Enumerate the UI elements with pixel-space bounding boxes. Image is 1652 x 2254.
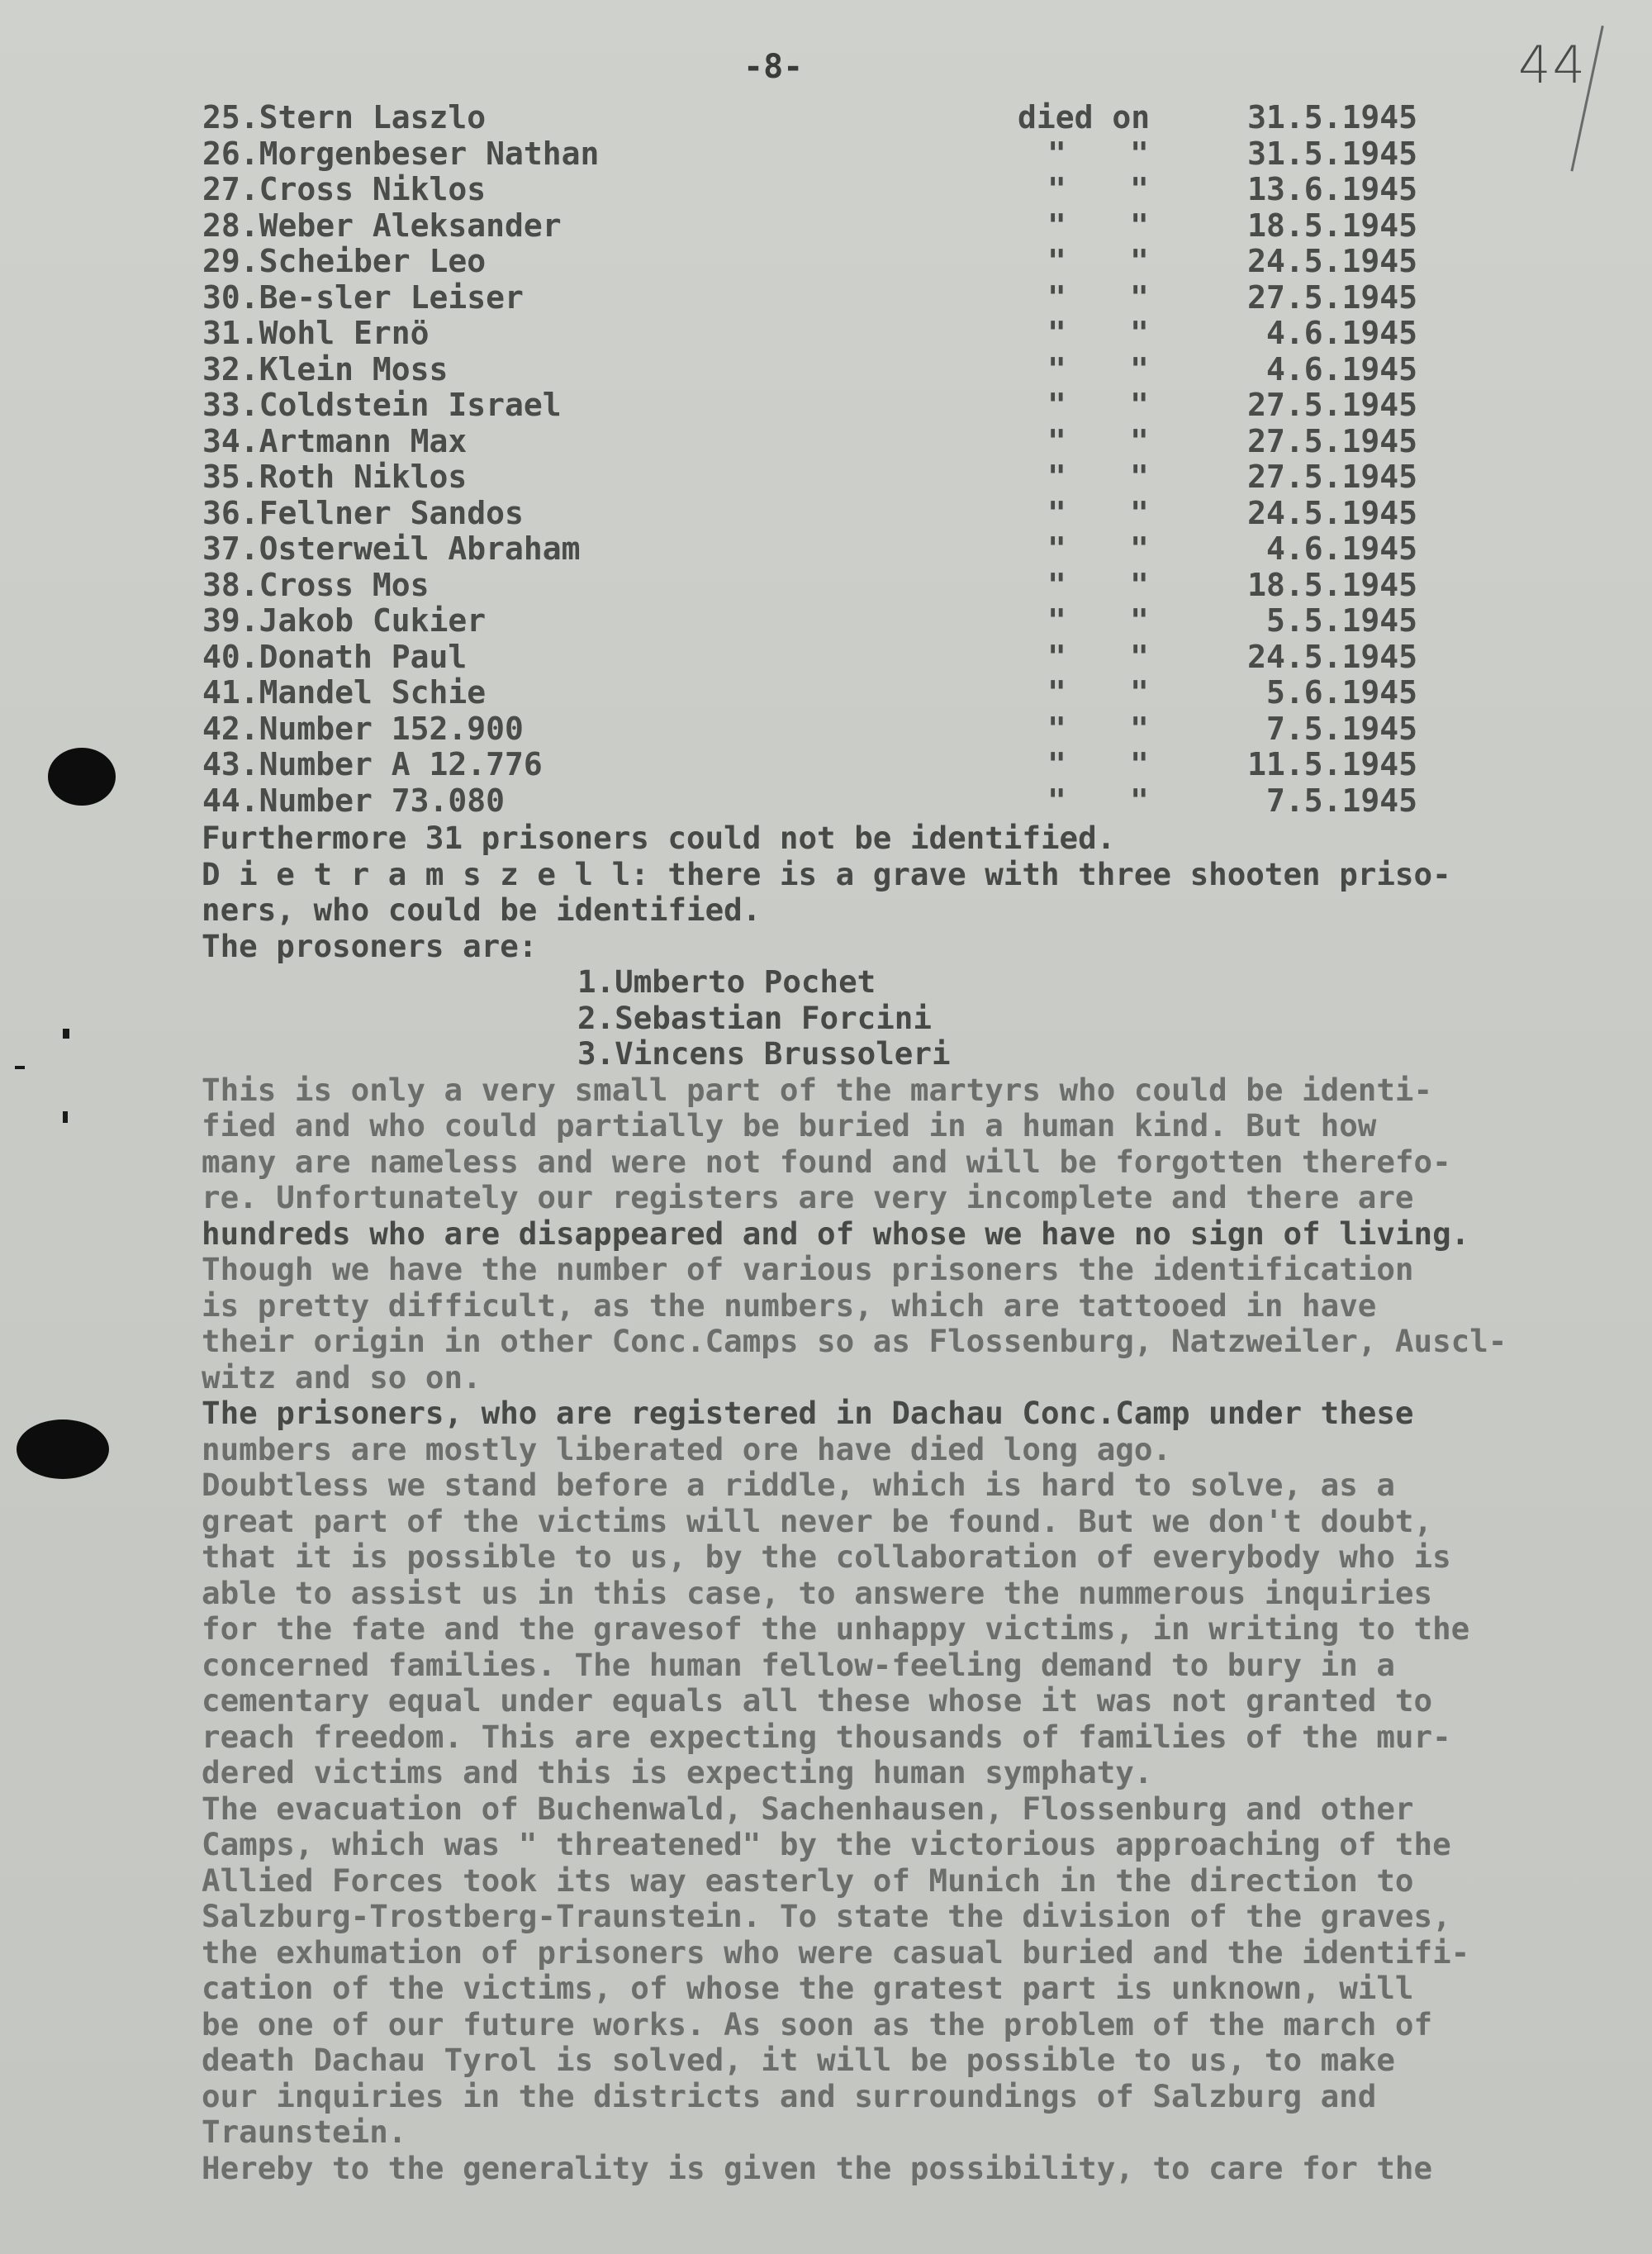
death-row	[0, 602, 1652, 639]
prisoner-name: 39.Jakob Cukier	[202, 602, 487, 639]
death-row	[0, 495, 1652, 531]
death-date: 4.6.1945	[1265, 315, 1417, 351]
ditto-mark: "	[1047, 171, 1066, 207]
death-row	[0, 423, 1652, 459]
paragraph-line: the exhumation of prisoners who were casual buried and the identifi-	[202, 1933, 1470, 1971]
paragraph-line: The evacuation of Buchenwald, Sachenhausen, Flossenburg and other	[202, 1790, 1414, 1827]
ditto-mark: "	[1130, 243, 1149, 279]
death-date: 24.5.1945	[1247, 638, 1417, 675]
paragraph-line: for the fate and the gravesof the unhappy victims, in writing to the	[202, 1610, 1470, 1647]
ditto-mark: "	[1130, 746, 1149, 782]
speck-mark	[15, 1066, 25, 1069]
ditto-mark: "	[1130, 710, 1149, 747]
named-prisoner: 2.Sebastian Forcini	[577, 999, 932, 1036]
paragraph-line: fied and who could partially be buried in a human kind. But how	[202, 1107, 1377, 1144]
ditto-mark: "	[1047, 459, 1066, 495]
death-date: 31.5.1945	[1247, 135, 1417, 172]
ditto-mark: "	[1130, 566, 1149, 603]
paragraph-line: Hereby to the generality is given the possibility, to care for the	[202, 2149, 1433, 2186]
paragraph-line: death Dachau Tyrol is solved, it will be possible to us, to make	[202, 2042, 1395, 2078]
prisoner-name: 33.Coldstein Israel	[202, 387, 562, 423]
paragraph-line: reach freedom. This are expecting thousands of families of the mur-	[202, 1718, 1451, 1755]
paragraph-line: Doubtless we stand before a riddle, which is hard to solve, as a	[202, 1467, 1395, 1503]
paragraph-line: re. Unfortunately our registers are very incomplete and there are	[202, 1179, 1414, 1215]
ditto-mark: "	[1130, 459, 1149, 495]
speck-mark	[63, 1111, 68, 1123]
death-row	[0, 639, 1652, 675]
paragraph-line: able to assist us in this case, to answere the nummerous inquiries	[202, 1574, 1433, 1611]
death-date: 27.5.1945	[1247, 278, 1417, 316]
ditto-mark: "	[1130, 638, 1149, 675]
death-row	[0, 351, 1652, 388]
ditto-mark: "	[1047, 530, 1066, 567]
text-line: The prosoners are:	[202, 927, 538, 964]
ditto-mark: "	[1047, 315, 1066, 351]
ditto-mark: "	[1047, 422, 1066, 459]
ditto-mark: "	[1047, 243, 1066, 279]
death-row	[0, 243, 1652, 279]
ditto-mark: "	[1130, 422, 1149, 459]
paragraph-line: be one of our future works. As soon as the problem of the march of	[202, 2005, 1433, 2042]
death-date: 5.5.1945	[1265, 602, 1417, 639]
paragraph-line: hundreds who are disappeared and of whose we have no sign of living.	[202, 1215, 1470, 1252]
death-date: 5.6.1945	[1265, 674, 1417, 711]
prisoner-name: 37.Osterweil Abraham	[202, 530, 581, 567]
ditto-mark: "	[1130, 602, 1149, 639]
speck-mark	[63, 1029, 69, 1039]
ditto-mark: "	[1047, 387, 1066, 423]
death-date: 24.5.1945	[1247, 494, 1417, 531]
named-prisoner: 3.Vincens Brussoleri	[577, 1035, 951, 1072]
punch-hole-bottom	[17, 1419, 109, 1479]
death-row	[0, 567, 1652, 603]
named-prisoner: 1.Umberto Pochet	[577, 963, 876, 1000]
body-text	[202, 820, 1639, 2186]
ditto-mark: "	[1130, 171, 1149, 207]
paragraph-line: great part of the victims will never be found. But we don't doubt,	[202, 1502, 1433, 1539]
death-date: 13.6.1945	[1247, 171, 1417, 207]
paragraph-line: dered victims and this is expecting human symphaty.	[202, 1754, 1153, 1790]
death-row	[0, 674, 1652, 711]
ditto-mark: "	[1130, 494, 1149, 531]
ditto-mark: "	[1047, 494, 1066, 531]
paragraph-line: our inquiries in the districts and surroundings of Salzburg and	[202, 2077, 1377, 2114]
prisoner-name: 34.Artmann Max	[202, 422, 468, 459]
prisoner-name: 31.Wohl Ernö	[202, 315, 430, 351]
ditto-mark: "	[1047, 207, 1066, 244]
prisoner-name: 35.Roth Niklos	[202, 459, 468, 495]
prisoner-name: 36.Fellner Sandos	[202, 494, 524, 531]
ditto-mark: "	[1047, 782, 1066, 819]
paragraph-line: Though we have the number of various prisoners the identification	[202, 1251, 1414, 1287]
ditto-mark: "	[1130, 674, 1149, 711]
ditto-mark: "	[1130, 135, 1149, 172]
prisoner-name: 32.Klein Moss	[202, 350, 449, 388]
prisoner-name: 44.Number 73.080	[202, 782, 506, 819]
ditto-mark: "	[1047, 638, 1066, 675]
page-number: -8-	[743, 48, 804, 86]
prisoner-name: 26.Morgenbeser Nathan	[202, 135, 600, 172]
death-date: 31.5.1945	[1247, 99, 1417, 136]
prisoner-name: 29.Scheiber Leo	[202, 243, 487, 279]
ditto-mark: "	[1047, 602, 1066, 639]
paragraph-line: This is only a very small part of the martyrs who could be identi-	[202, 1071, 1433, 1108]
death-row	[0, 711, 1652, 747]
ditto-mark: "	[1130, 207, 1149, 244]
ditto-mark: "	[1130, 315, 1149, 351]
death-date: 27.5.1945	[1247, 422, 1417, 459]
ditto-mark: "	[1130, 350, 1149, 388]
paragraph-line: concerned families. The human fellow-feeling demand to bury in a	[202, 1646, 1395, 1683]
death-date: 27.5.1945	[1247, 387, 1417, 423]
prisoner-name: 28.Weber Aleksander	[202, 207, 562, 244]
paragraph-line: cementary equal under equals all these whose it was not granted to	[202, 1682, 1433, 1719]
ditto-mark: "	[1130, 530, 1149, 567]
prisoner-name: 30.Be-sler Leiser	[202, 278, 524, 316]
death-date: 11.5.1945	[1247, 746, 1417, 782]
died-on-label: died on	[1018, 99, 1151, 136]
death-date: 18.5.1945	[1247, 207, 1417, 244]
ditto-mark: "	[1047, 135, 1066, 172]
death-row	[0, 279, 1652, 316]
paragraph-line: Traunstein.	[202, 2114, 407, 2150]
death-row	[0, 315, 1652, 351]
ditto-mark: "	[1130, 278, 1149, 316]
paragraph-line: witz and so on.	[202, 1358, 482, 1396]
paragraph-line: their origin in other Conc.Camps so as Flossenburg, Natzweiler, Auscl-	[202, 1323, 1507, 1359]
prisoner-name: 38.Cross Mos	[202, 566, 430, 603]
prisoner-name: 40.Donath Paul	[202, 638, 468, 675]
folio-number: 44	[1518, 35, 1587, 95]
death-row	[0, 530, 1652, 567]
ditto-mark: "	[1130, 782, 1149, 819]
paragraph-line: is pretty difficult, as the numbers, which are tattooed in have	[202, 1286, 1377, 1324]
paragraph-line: that it is possible to us, by the collaboration of everybody who is	[202, 1538, 1451, 1575]
death-date: 4.6.1945	[1265, 350, 1417, 388]
death-row	[0, 746, 1652, 782]
paragraph-line: The prisoners, who are registered in Dachau Conc.Camp under these	[202, 1395, 1414, 1431]
death-row	[0, 782, 1652, 819]
prisoner-name: 42.Number 152.900	[202, 710, 524, 747]
death-date: 18.5.1945	[1247, 566, 1417, 603]
death-date: 4.6.1945	[1265, 530, 1417, 567]
paragraph-line: Allied Forces took its way easterly of Munich in the direction to	[202, 1862, 1414, 1899]
ditto-mark: "	[1130, 387, 1149, 423]
death-date: 27.5.1945	[1247, 459, 1417, 495]
paragraph-line: numbers are mostly liberated ore have died long ago.	[202, 1430, 1171, 1467]
death-row	[0, 99, 1652, 136]
ditto-mark: "	[1047, 710, 1066, 747]
ditto-mark: "	[1047, 566, 1066, 603]
text-line: ners, who could be identified.	[202, 892, 762, 928]
death-row	[0, 136, 1652, 172]
prisoner-name: 25.Stern Laszlo	[202, 99, 487, 136]
prisoner-name: 27.Cross Niklos	[202, 171, 487, 207]
ditto-mark: "	[1047, 350, 1066, 388]
paragraph-line: many are nameless and were not found and will be forgotten therefo-	[202, 1143, 1451, 1180]
death-date: 7.5.1945	[1265, 710, 1417, 747]
paragraph-line: Salzburg-Trostberg-Traunstein. To state the division of the graves,	[202, 1898, 1451, 1934]
prisoner-name: 41.Mandel Schie	[202, 674, 487, 711]
paragraph-line: cation of the victims, of whose the gratest part is unknown, will	[202, 1970, 1414, 2006]
death-row	[0, 459, 1652, 495]
text-line: Furthermore 31 prisoners could not be identified.	[202, 820, 1116, 856]
death-list	[0, 99, 1652, 818]
ditto-mark: "	[1047, 278, 1066, 316]
death-row	[0, 387, 1652, 423]
ditto-mark: "	[1047, 674, 1066, 711]
death-date: 24.5.1945	[1247, 243, 1417, 279]
death-date: 7.5.1945	[1265, 782, 1417, 819]
death-row	[0, 207, 1652, 244]
death-row	[0, 171, 1652, 207]
prisoner-name: 43.Number A 12.776	[202, 746, 543, 782]
paragraph-line: Camps, which was " threatened" by the victorious approaching of the	[202, 1826, 1451, 1862]
ditto-mark: "	[1047, 746, 1066, 782]
text-line: D i e t r a m s z e l l: there is a grave with three shooten priso-	[202, 855, 1451, 892]
